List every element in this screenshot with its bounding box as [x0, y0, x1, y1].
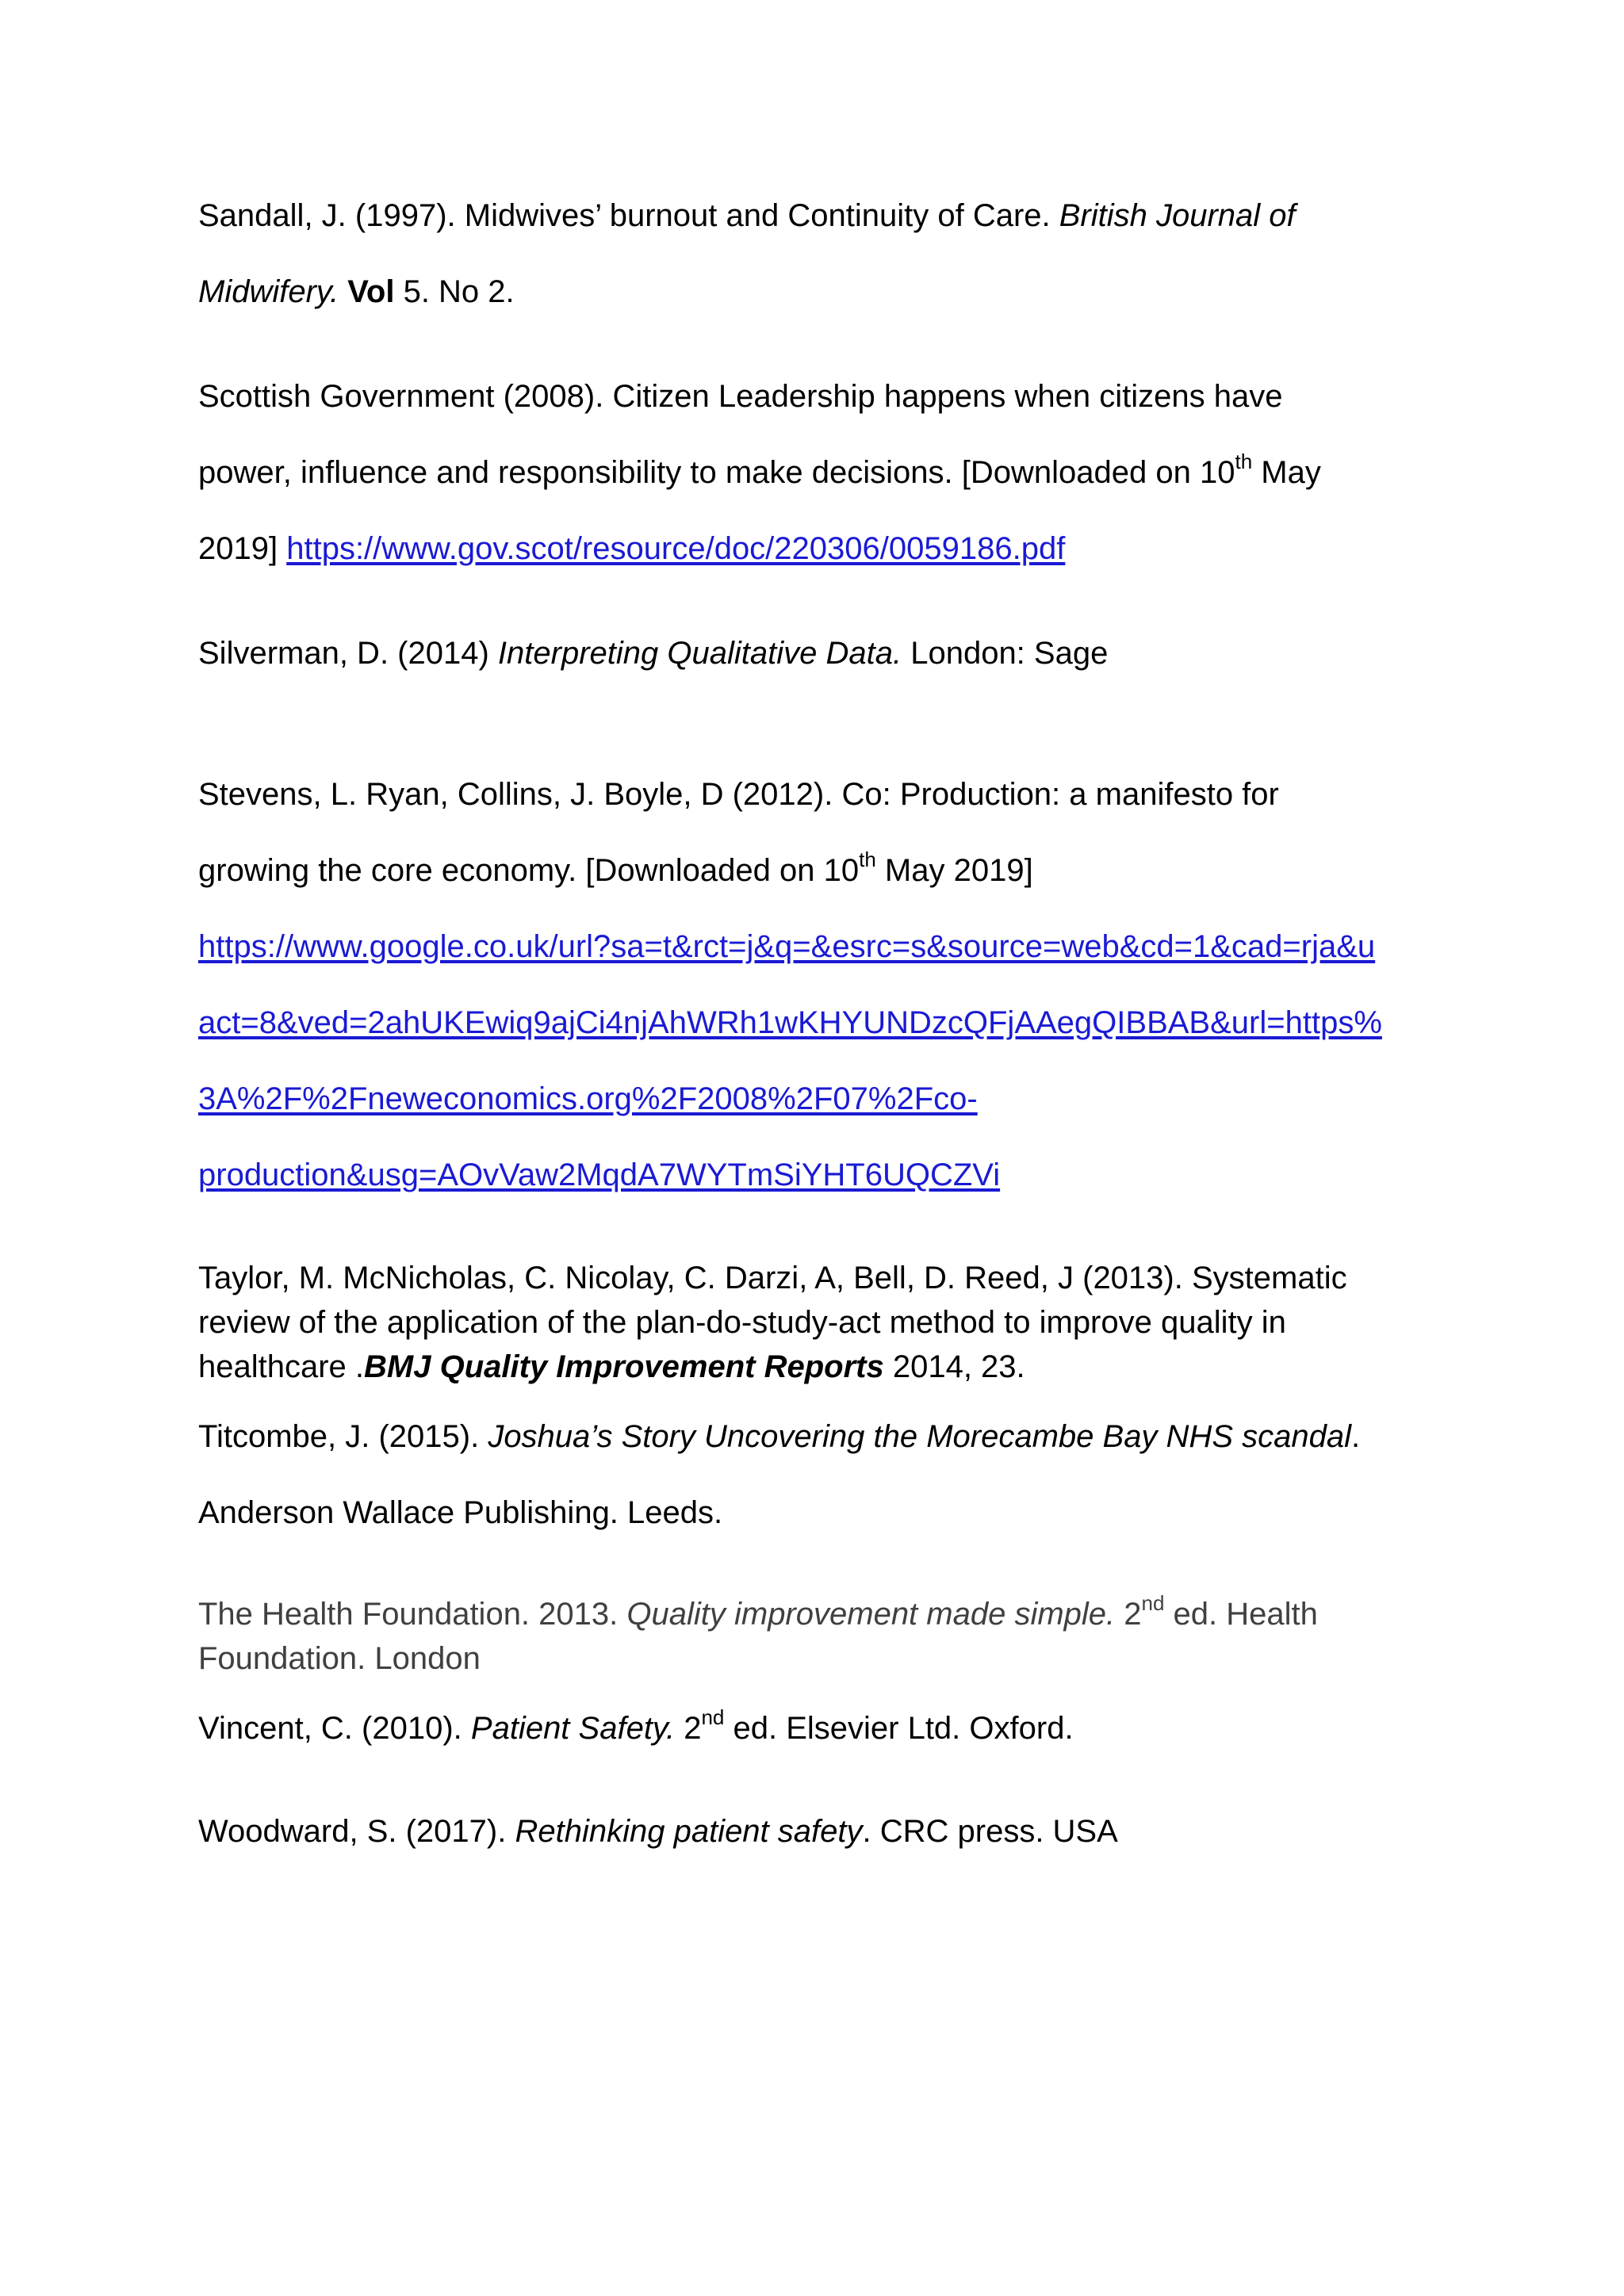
ref-titcombe-line-1: Titcombe, J. (2015). Joshua’s Story Uncovering the Morecambe Bay NHS scandal. [198, 1419, 1361, 1454]
stevens-link-part-1[interactable]: https://www.google.co.uk/url?sa=t&rct=j&q=&esrc=s&source=web&cd=1&cad=rja&u [198, 929, 1376, 964]
stevens-link-part-3[interactable]: 3A%2F%2Fneweconomics.org%2F2008%2F07%2Fco- [198, 1081, 978, 1116]
ref-sandall-line-1: Sandall, J. (1997). Midwives’ burnout and Continuity of Care. British Journal of [198, 198, 1296, 233]
ref-woodward: Woodward, S. (2017). Rethinking patient safety. CRC press. USA [198, 1814, 1118, 1849]
ref-scottish-line-1: Scottish Government (2008). Citizen Leadership happens when citizens have [198, 379, 1283, 414]
ref-taylor-line-2: review of the application of the plan-do-study-act method to improve quality in [198, 1305, 1286, 1340]
ref-stevens-link-line-3 [198, 1080, 978, 1118]
ref-health-foundation-line-2: Foundation. London [198, 1641, 481, 1676]
scottish-gov-link[interactable]: https://www.gov.scot/resource/doc/220306/0059186.pdf [286, 531, 1066, 566]
ref-silverman: Silverman, D. (2014) Interpreting Qualitative Data. London: Sage [198, 636, 1109, 671]
ref-stevens-link-line-2 [198, 1004, 1382, 1042]
ref-stevens-line-2: growing the core economy. [Downloaded on 10th May 2019] [198, 847, 1033, 888]
ref-scottish-line-3: 2019] https://www.gov.scot/resource/doc/220306/0059186.pdf [198, 531, 1066, 566]
ref-vincent: Vincent, C. (2010). Patient Safety. 2nd ed. Elsevier Ltd. Oxford. [198, 1705, 1074, 1746]
ref-sandall-line-2: Midwifery. Vol 5. No 2. [198, 274, 515, 309]
ref-taylor-line-1: Taylor, M. McNicholas, C. Nicolay, C. Darzi, A, Bell, D. Reed, J (2013). Systematic [198, 1261, 1347, 1295]
ref-stevens-link-line-4 [198, 1156, 1000, 1194]
ref-stevens-line-1: Stevens, L. Ryan, Collins, J. Boyle, D (2012). Co: Production: a manifesto for [198, 777, 1279, 812]
ref-health-foundation-line-1: The Health Foundation. 2013. Quality improvement made simple. 2nd ed. Health [198, 1590, 1318, 1632]
stevens-link-part-2[interactable]: act=8&ved=2ahUKEwiq9ajCi4njAhWRh1wKHYUNDzcQFjAAegQIBBAB&url=https% [198, 1005, 1382, 1040]
ref-stevens-link-line-1 [198, 928, 1375, 966]
ref-scottish-line-2: power, influence and responsibility to make decisions. [Downloaded on 10th May [198, 449, 1321, 490]
stevens-link-part-4[interactable]: production&usg=AOvVaw2MqdA7WYTmSiYHT6UQCZVi [198, 1158, 1001, 1192]
ref-titcombe-line-2: Anderson Wallace Publishing. Leeds. [198, 1495, 723, 1530]
ref-taylor-line-3: healthcare .BMJ Quality Improvement Reports 2014, 23. [198, 1349, 1025, 1384]
